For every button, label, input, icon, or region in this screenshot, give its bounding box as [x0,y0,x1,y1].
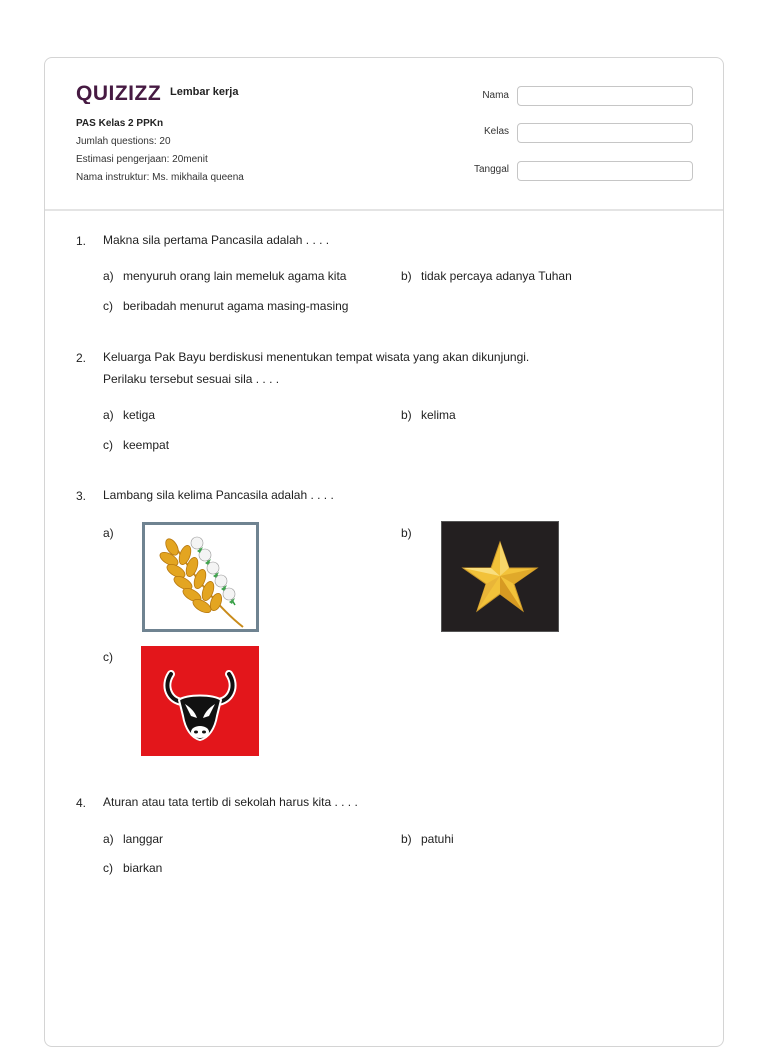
question-3-option-c[interactable] [141,646,259,756]
estimate-time: Estimasi pengerjaan: 20menit [76,154,208,165]
worksheet-page [44,57,724,1047]
question-3-option-b-label: b) [401,526,412,540]
question-4-option-c[interactable]: c) biarkan [103,861,163,875]
question-1-text: Makna sila pertama Pancasila adalah . . . . [103,233,330,247]
question-2-text-line1: Keluarga Pak Bayu berdiskusi menentukan tempat wisata yang akan dikunjungi. [103,350,530,364]
question-3-option-b[interactable] [441,521,559,632]
question-2-option-c[interactable]: c) keempat [103,438,170,452]
question-1-option-c[interactable]: c) beribadah menurut agama masing-masing [103,299,349,313]
question-3-number: 3. [76,489,87,503]
question-3-text: Lambang sila kelima Pancasila adalah . . . . [103,488,334,502]
instructor-name: Nama instruktur: Ms. mikhaila queena [76,172,244,183]
name-label: Nama [482,90,509,101]
question-4-option-b[interactable]: b) patuhi [401,832,454,846]
quizizz-logo [76,80,166,104]
question-1-option-a[interactable]: a) menyuruh orang lain memeluk agama kita [103,269,347,283]
bull-head-icon [141,646,259,756]
date-input[interactable] [517,161,693,181]
question-2-text-line2: Perilaku tersebut sesuai sila . . . . [103,372,280,386]
star-icon [442,522,558,631]
question-4-number: 4. [76,796,87,810]
worksheet-title: PAS Kelas 2 PPKn [76,118,164,129]
questions-count: Jumlah questions: 20 [76,136,171,147]
question-1-number: 1. [76,234,87,248]
class-input[interactable] [517,123,693,143]
padi-kapas-icon [145,525,256,629]
question-1-option-b[interactable]: b) tidak percaya adanya Tuhan [401,269,572,283]
class-label: Kelas [483,126,509,137]
worksheet-type: Lembar kerja [170,86,239,98]
question-2-option-b[interactable]: b) kelima [401,408,456,422]
question-4-text: Aturan atau tata tertib di sekolah harus kita . . . . [103,795,358,809]
date-label: Tanggal [473,164,509,175]
question-3-option-c-label: c) [103,650,113,664]
question-2-option-a[interactable]: a) ketiga [103,408,156,422]
svg-text:QUIZIZZ: QUIZIZZ [76,82,162,104]
worksheet-header [45,58,723,211]
name-input[interactable] [517,86,693,106]
question-3-option-a[interactable] [142,522,259,632]
question-2-number: 2. [76,351,87,365]
question-4-option-a[interactable]: a) langgar [103,832,164,846]
question-3-option-a-label: a) [103,526,114,540]
